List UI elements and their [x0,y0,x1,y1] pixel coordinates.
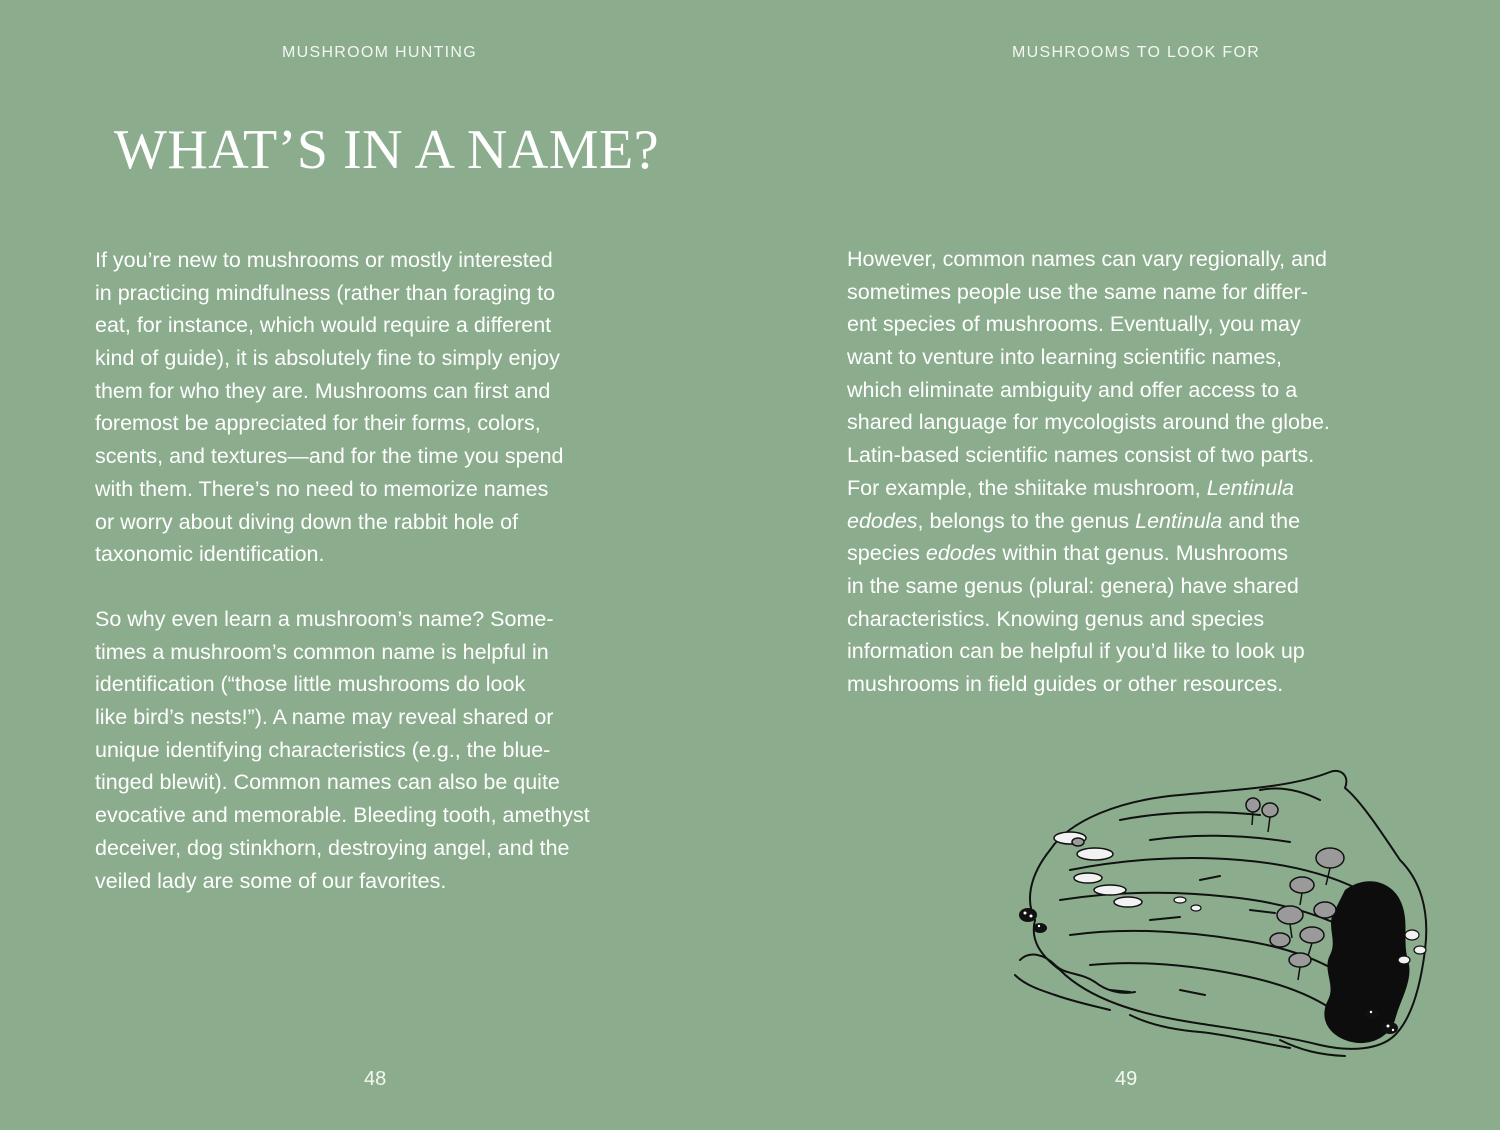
mushroom-log-illustration [1000,760,1450,1070]
text-line: characteristics. Knowing genus and species [847,606,1265,631]
text-line: sometimes people use the same name for differ- [847,279,1308,304]
text-line: So why even learn a mushroom’s name? Some- [95,607,554,631]
text-run: species [847,541,926,566]
text-line: with them. There’s no need to memorize names [95,476,549,501]
text-line: tinged blewit). Common names can also be quite [95,770,560,795]
text-line: foremost be appreciated for their forms, colors, [95,411,541,436]
text-line: eat, for instance, which would require a different [95,313,552,338]
text-line: mushrooms in field guides or other resources. [847,671,1284,696]
text-line: unique identifying characteristics (e.g., the blue- [95,737,551,762]
text-line: in practicing mindfulness (rather than foraging to [95,280,556,305]
page-number-right: 49 [1115,1068,1138,1090]
page-number-left: 48 [364,1068,387,1090]
text-line: information can be helpful if you’d like to look up [847,639,1305,664]
text-line: deceiver, dog stinkhorn, destroying angel, and the [95,835,570,860]
text-line: kind of guide), it is absolutely fine to simply enjoy [95,346,560,371]
text-line: which eliminate ambiguity and offer access to a [847,377,1298,402]
text-line: shared language for mycologists around the globe. [847,410,1330,435]
right-page [750,0,1500,1130]
text-line: veiled lady are some of our favorites. [95,868,447,893]
left-paragraph-1 [95,244,564,571]
text-line: ent species of mushrooms. Eventually, you may [847,312,1301,337]
text-line: identification (“those little mushrooms do look [95,672,526,697]
text-line: times a mushroom’s common name is helpful in [95,639,549,664]
text-line: or worry about diving down the rabbit hole of [95,509,519,534]
text-line: in the same genus (plural: genera) have shared [847,573,1299,598]
text-line [847,472,1330,505]
text-line: like bird’s nests!”). A name may reveal shared or [95,705,554,730]
text-line: taxonomic identification. [95,542,325,567]
text-line: evocative and memorable. Bleeding tooth, amethyst [95,803,590,828]
text-run: For example, the shiitake mushroom, [847,475,1207,500]
running-head-left: MUSHROOM HUNTING [282,44,478,61]
text-line: them for who they are. Mushrooms can first and [95,378,551,403]
text-line: want to venture into learning scientific names, [847,345,1283,370]
text-run: and the [1222,508,1301,533]
left-paragraph-2 [95,603,590,897]
running-head-right: MUSHROOMS TO LOOK FOR [1012,44,1261,61]
text-line [847,537,1330,570]
text-line [847,505,1330,538]
species-name-italic: edodes [925,541,997,566]
genus-name-italic: Lentinula [1206,475,1294,500]
text-line: If you’re new to mushrooms or mostly interested [95,248,553,272]
text-line: scents, and textures—and for the time you spend [95,444,564,469]
text-line: However, common names can vary regionally, and [847,247,1327,271]
page-title: WHAT’S IN A NAME? [114,119,660,181]
species-name-italic: edodes [847,508,918,533]
text-run: , belongs to the genus [917,508,1136,533]
text-line: Latin-based scientific names consist of two parts. [847,443,1315,468]
text-run: within that genus. Mushrooms [996,541,1289,566]
genus-name-italic: Lentinula [1135,508,1223,533]
right-paragraph-1 [847,243,1330,701]
